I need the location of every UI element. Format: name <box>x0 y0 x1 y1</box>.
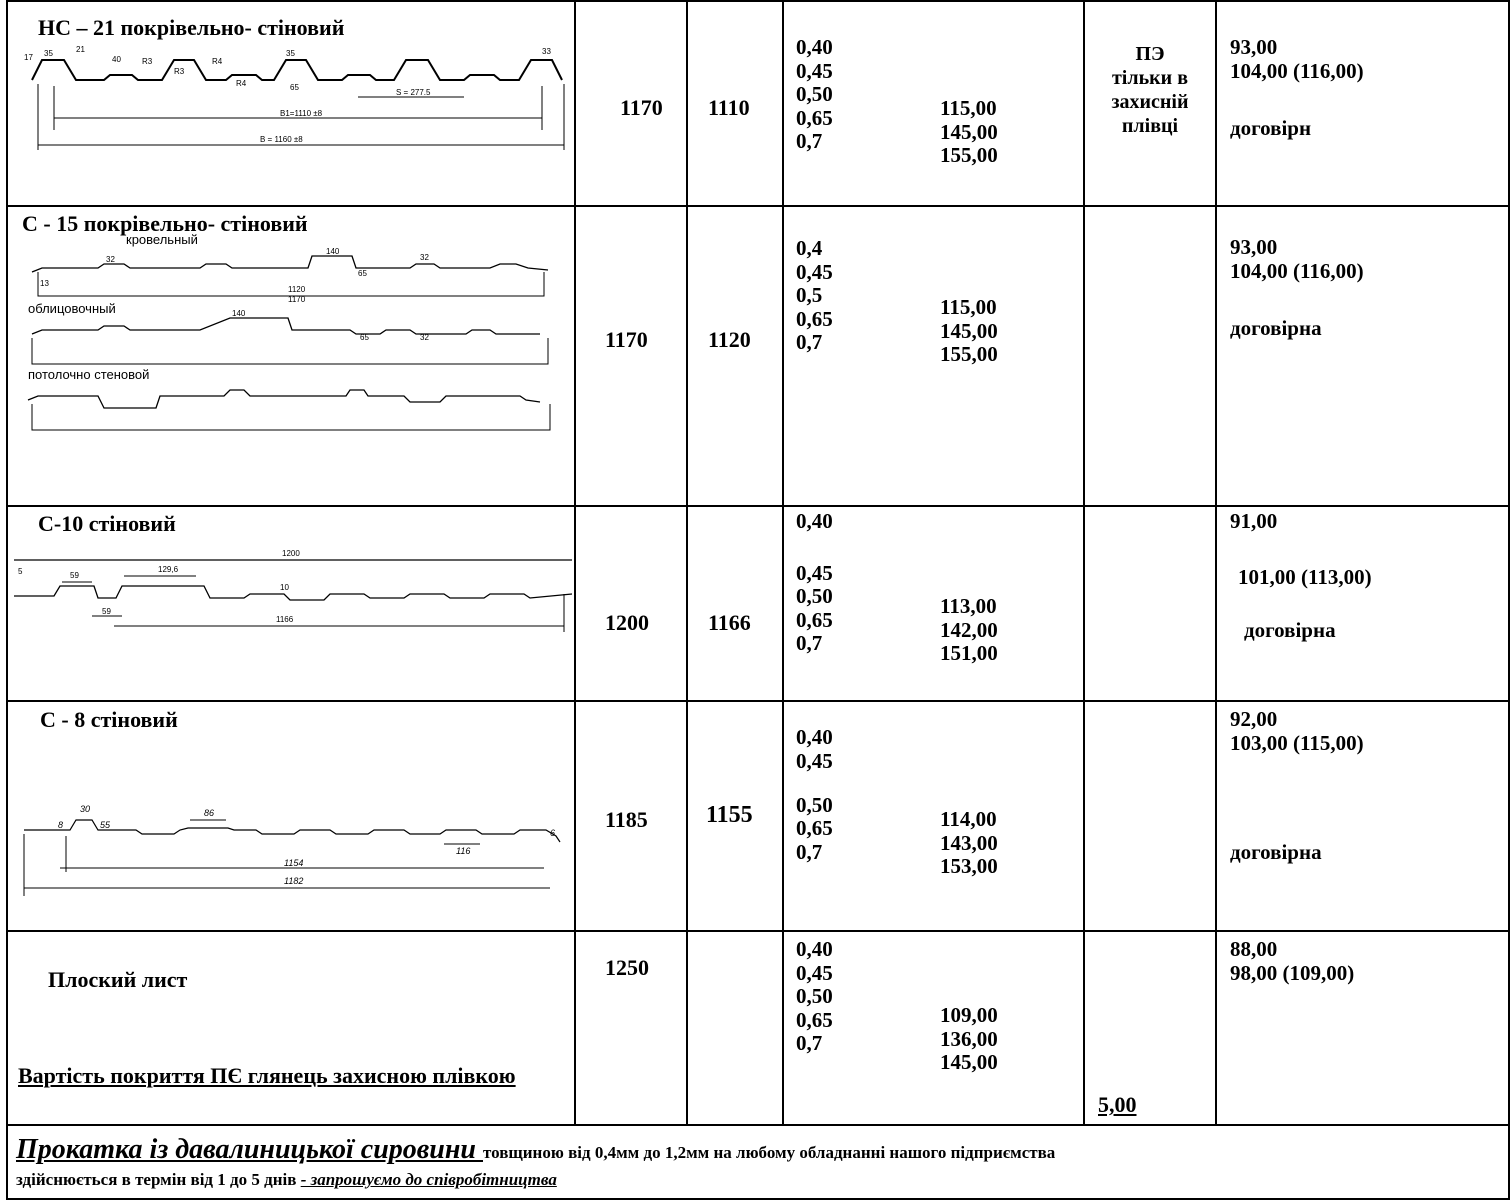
price2-list: 88,00 98,00 (109,00) <box>1230 937 1355 985</box>
svg-text:140: 140 <box>232 309 246 318</box>
product-title: НС – 21 покрівельно- стіновий <box>38 15 345 40</box>
svg-text:1200: 1200 <box>282 549 300 558</box>
footer-lead: Прокатка із давалиницької сировини <box>16 1134 483 1165</box>
width-useful: 1120 <box>708 327 751 352</box>
width-total: 1170 <box>605 327 648 352</box>
width-useful: 1166 <box>708 610 751 635</box>
svg-text:86: 86 <box>204 808 215 818</box>
price-list: 114,00 143,00 153,00 <box>940 807 998 878</box>
thickness-list: 0,4 0,45 0,5 0,65 0,7 <box>796 236 833 354</box>
svg-text:1170: 1170 <box>288 295 306 304</box>
price-list: 113,00 142,00 151,00 <box>940 594 998 665</box>
width-useful: 1110 <box>708 95 750 120</box>
svg-text:59: 59 <box>70 571 79 580</box>
thickness: 0,40 <box>796 35 833 59</box>
profile-drawing-hc21 <box>24 40 569 160</box>
footer-text: здійснюється в термін від 1 до 5 днів <box>16 1170 301 1189</box>
price-list <box>940 97 998 168</box>
row-divider <box>6 700 1510 702</box>
svg-text:32: 32 <box>106 255 115 264</box>
svg-text:5: 5 <box>18 567 23 576</box>
svg-text:65: 65 <box>290 83 299 92</box>
thickness-list: 0,40 0,45 0,50 0,65 0,7 <box>796 937 833 1055</box>
drawing-subtitle: кровельный <box>126 232 198 247</box>
price2-list: 93,00 104,00 (116,00) договірна <box>1230 235 1364 340</box>
product-title: С-10 стіновий <box>38 511 176 536</box>
coating-note: ПЭ тільки в захисній плівці <box>1111 43 1189 137</box>
thickness: 0,50 <box>796 82 833 106</box>
coating-price: 5,00 <box>1098 1092 1137 1117</box>
row-divider <box>6 505 1510 507</box>
svg-text:140: 140 <box>326 247 340 256</box>
svg-text:116: 116 <box>456 846 471 856</box>
svg-text:10: 10 <box>280 583 289 592</box>
row-divider <box>6 0 1510 2</box>
svg-text:32: 32 <box>420 333 429 342</box>
profile-drawing-c8 <box>20 796 570 906</box>
col-divider <box>1215 0 1217 1126</box>
svg-text:1120: 1120 <box>288 285 306 294</box>
svg-text:S = 277.5: S = 277.5 <box>396 88 431 97</box>
col-divider <box>1083 0 1085 1126</box>
price2-list: 91,00 101,00 (113,00) договірна <box>1230 509 1372 642</box>
width-total: 1250 <box>605 955 649 980</box>
col-divider <box>574 0 576 1126</box>
svg-text:40: 40 <box>112 55 121 64</box>
product-title: С - 15 покрівельно- стіновий <box>22 211 308 236</box>
thickness: 0,7 <box>796 129 823 153</box>
width-total: 1200 <box>605 610 649 635</box>
svg-text:65: 65 <box>358 269 367 278</box>
svg-text:35: 35 <box>286 49 295 58</box>
svg-text:33: 33 <box>542 47 551 56</box>
footer-line-2 <box>16 1170 557 1190</box>
svg-text:55: 55 <box>100 820 111 830</box>
product-title: Плоский лист <box>48 967 188 992</box>
col-divider <box>686 0 688 1126</box>
footer-invite: - запрошуємо до співробітництва <box>300 1170 557 1189</box>
svg-text:1166: 1166 <box>276 615 294 624</box>
svg-text:R3: R3 <box>142 57 153 66</box>
row-divider <box>6 205 1510 207</box>
thickness: 0,45 <box>796 58 833 83</box>
svg-text:8: 8 <box>58 820 64 830</box>
svg-text:32: 32 <box>420 253 429 262</box>
profile-drawing-c10 <box>14 546 572 636</box>
thickness-list <box>796 36 833 154</box>
price: 115,00 <box>940 96 997 120</box>
price2-list: 92,00 103,00 (115,00) договірна <box>1230 707 1364 864</box>
svg-text:R3: R3 <box>174 67 185 76</box>
svg-text:65: 65 <box>360 333 369 342</box>
svg-text:R4: R4 <box>236 79 247 88</box>
svg-text:59: 59 <box>102 607 111 616</box>
thickness-list: 0,40 0,45 0,50 0,65 0,7 <box>796 509 833 655</box>
svg-text:B = 1160 ±8: B = 1160 ±8 <box>260 135 303 144</box>
footer-text: товщиною від 0,4мм до 1,2мм на любому обладнанні нашого підприємства <box>483 1143 1056 1162</box>
svg-text:17: 17 <box>24 53 33 62</box>
svg-text:35: 35 <box>44 49 53 58</box>
col-divider <box>6 0 8 1200</box>
price-list: 109,00 136,00 145,00 <box>940 1003 998 1074</box>
drawing-subtitle: облицовочный <box>28 301 116 316</box>
price: 155,00 <box>940 143 998 167</box>
drawing-subtitle: потолочно стеновой <box>28 367 150 382</box>
svg-text:1154: 1154 <box>284 858 304 868</box>
thickness-list: 0,40 0,45 0,50 0,65 0,7 <box>796 725 833 864</box>
svg-text:B1=1110 ±8: B1=1110 ±8 <box>280 109 323 118</box>
width-total: 1185 <box>605 807 648 832</box>
width-useful: 1155 <box>706 802 753 828</box>
footer-line-1 <box>16 1134 1496 1166</box>
price: 145,00 <box>940 119 998 144</box>
width-total: 1170 <box>620 95 663 120</box>
svg-text:6: 6 <box>550 828 556 838</box>
row-divider <box>6 1198 1510 1200</box>
profile-drawing-c15 <box>20 244 565 439</box>
svg-text:129,6: 129,6 <box>158 565 179 574</box>
svg-text:13: 13 <box>40 279 49 288</box>
thickness: 0,65 <box>796 105 833 130</box>
price-list: 115,00 145,00 155,00 <box>940 295 998 366</box>
svg-text:R4: R4 <box>212 57 223 66</box>
svg-text:1182: 1182 <box>284 876 304 886</box>
svg-text:30: 30 <box>80 804 91 814</box>
row-divider <box>6 930 1510 932</box>
col-divider <box>782 0 784 1126</box>
price2-list: 93,00 104,00 (116,00) договірн <box>1230 35 1364 140</box>
row-divider <box>6 1124 1510 1126</box>
coating-price-note: Вартість покриття ПЄ глянець захисною плівкою <box>18 1063 516 1088</box>
svg-text:21: 21 <box>76 45 85 54</box>
product-title: С - 8 стіновий <box>40 707 178 732</box>
